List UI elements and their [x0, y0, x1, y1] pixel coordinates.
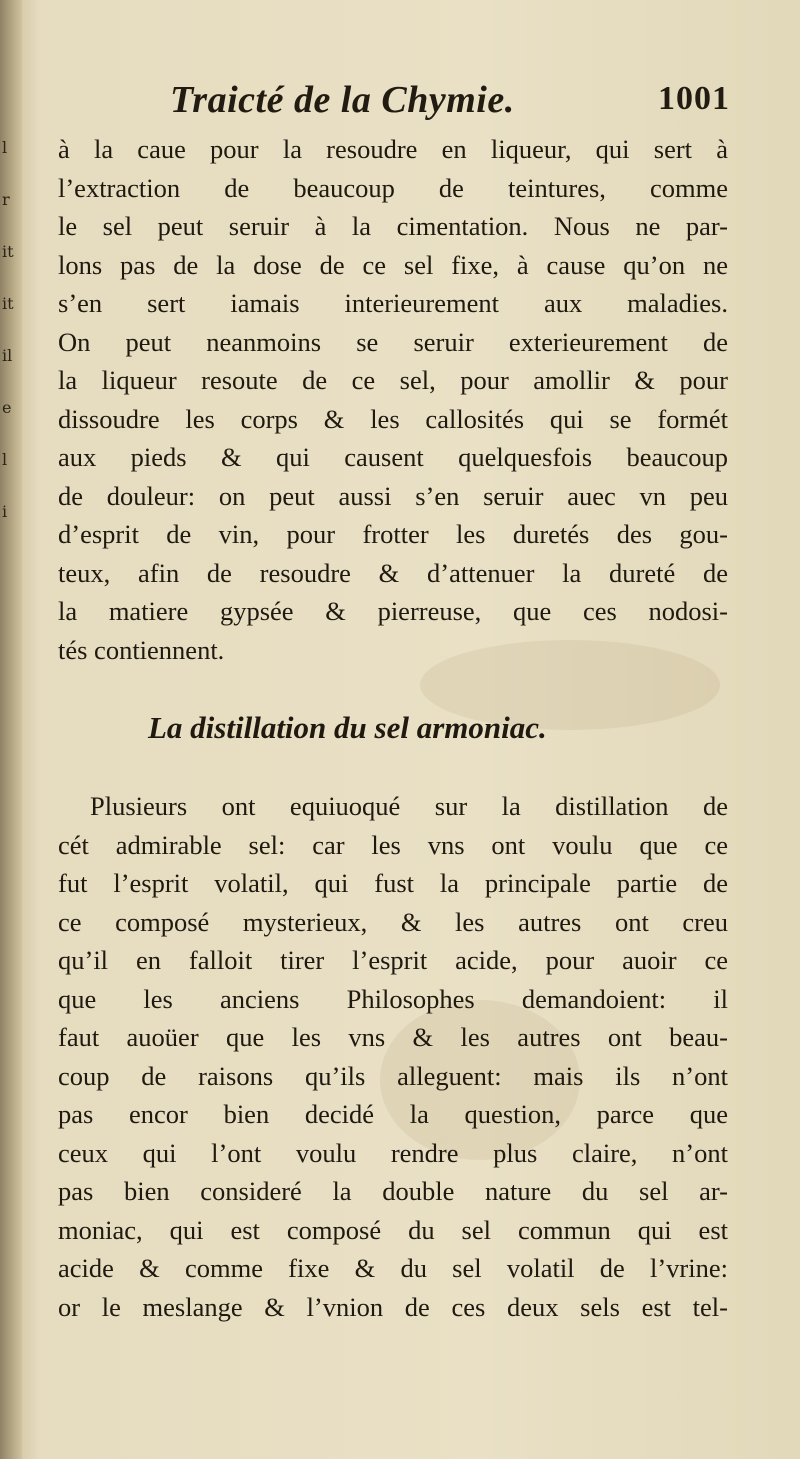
gutter-show-through [2, 140, 12, 556]
paragraph-2 [58, 787, 728, 1326]
gutter-mark: l [2, 138, 8, 157]
text-line: s’en sert iamais interieurement aux maladies. [58, 288, 728, 318]
text-line: tés contiennent. [58, 634, 225, 665]
text-line: aux pieds & qui causent quelquesfois beaucoup [58, 442, 728, 472]
text-line: à la caue pour la resoudre en liqueur, qui sert à [58, 134, 728, 164]
text-line: faut auoüer que les vns & les autres ont beau- [58, 1022, 728, 1052]
text-line: or le meslange & l’vnion de ces deux sels est tel- [58, 1291, 728, 1322]
gutter-mark: i [2, 502, 8, 521]
gutter-mark: il [2, 346, 13, 365]
text-line: de douleur: on peut aussi s’en seruir auec vn peu [58, 480, 728, 511]
text-line: dissoudre les corps & les callosités qui se formét [58, 403, 728, 434]
text-line: coup de raisons qu’ils alleguent: mais ils n’ont [58, 1060, 728, 1091]
text-line: l’extraction de beaucoup de teintures, comme [58, 172, 728, 203]
text-line: la matiere gypsée & pierreuse, que ces nodosi- [58, 596, 728, 626]
text-line: teux, afin de resoudre & d’attenuer la dureté de [58, 557, 728, 588]
gutter-mark: r [2, 190, 10, 209]
text-line: fut l’esprit volatil, qui fust la principale partie de [58, 868, 728, 898]
text-line: acide & comme fixe & du sel volatil de l’vrine: [58, 1253, 728, 1283]
gutter-mark: e [2, 398, 12, 417]
text-line: moniac, qui est composé du sel commun qui est [58, 1214, 728, 1245]
text-line: la liqueur resoute de ce sel, pour amollir & pour [58, 365, 728, 395]
running-title: Traicté de la Chymie. [170, 79, 515, 121]
gutter-mark: it [2, 242, 14, 261]
text-line: ceux qui l’ont voulu rendre plus claire, n’ont [58, 1137, 728, 1168]
text-line: le sel peut seruir à la cimentation. Nous ne par- [58, 211, 728, 241]
text-line: que les anciens Philosophes demandoient: il [58, 983, 728, 1014]
text-line: Plusieurs ont equiuoqué sur la distillation de [90, 791, 728, 821]
text-line: d’esprit de vin, pour frotter les duretés des gou- [58, 519, 728, 549]
text-line: pas bien consideré la double nature du sel ar- [58, 1176, 728, 1206]
gutter-mark: l [2, 450, 8, 469]
text-line: lons pas de la dose de ce sel fixe, à cause qu’on ne [58, 249, 728, 280]
text-line: cét admirable sel: car les vns ont voulu que ce [58, 829, 728, 860]
text-line: On peut neanmoins se seruir exterieurement de [58, 326, 728, 357]
text-line: pas encor bien decidé la question, parce que [58, 1099, 728, 1129]
section-heading: La distillation du sel armoniac. [148, 710, 547, 745]
gutter-mark: it [2, 294, 14, 313]
text-line: ce composé mysterieux, & les autres ont creu [58, 906, 728, 937]
page-header [170, 78, 730, 128]
text-line: qu’il en falloit tirer l’esprit acide, pour auoir ce [58, 945, 728, 975]
paragraph-1 [58, 130, 728, 669]
page-number: 1001 [658, 80, 730, 117]
